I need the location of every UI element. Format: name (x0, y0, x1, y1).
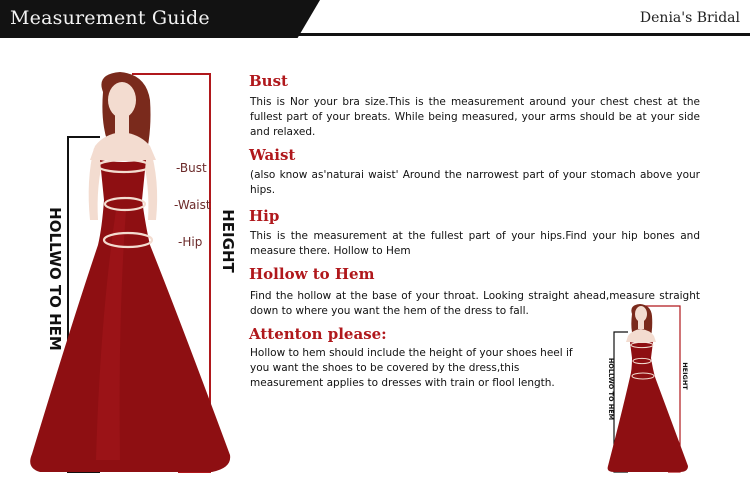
small-neck (638, 320, 644, 329)
bust-text: This is Nor your bra size.This is the measurement around your chest chest at the fullest part of your breats. While being measured, your arms should be at your side and relaxed. (250, 96, 700, 138)
face (108, 82, 136, 118)
attention-heading: Attenton please: (249, 325, 387, 343)
hollow-to-hem-label: HOLLWO TO HEM (46, 207, 64, 351)
waist-heading: Waist (249, 146, 296, 164)
attention-text: Hollow to hem should include the height of your shoes heel if you want the shoes to be covered by the dress,this measurement applies to dresses with train or flool length. (250, 347, 573, 389)
small-dress (608, 342, 688, 472)
page-title: Measurement Guide (10, 7, 210, 29)
hip-label: -Hip (178, 235, 203, 249)
hollow-to-hem-heading: Hollow to Hem (249, 265, 375, 283)
brand-name: Denia's Bridal (639, 10, 740, 26)
waist-label: -Waist (174, 198, 211, 212)
header-divider (290, 33, 750, 36)
hollow-to-hem-text: Find the hollow at the base of your throat. Looking straight ahead,measure straight down to where you want the hem of the dress to fall. (250, 290, 700, 317)
bust-heading: Bust (249, 72, 288, 90)
hip-heading: Hip (249, 207, 280, 225)
bust-label: -Bust (176, 161, 207, 175)
header-banner (0, 0, 750, 38)
small-hollow-to-hem-label: HOLLWO TO HEM (607, 357, 615, 421)
large-dress-figure (0, 60, 250, 480)
height-label: HEIGHT (219, 209, 237, 273)
small-face (635, 306, 647, 322)
small-height-label: HEIGHT (681, 362, 689, 390)
waist-text: (also know as'naturai waist' Around the narrowest part of your stomach above your hips. (250, 169, 700, 196)
hip-text: This is the measurement at the fullest part of your hips.Find your hip bones and measure there. Hollow to Hem (250, 230, 700, 257)
